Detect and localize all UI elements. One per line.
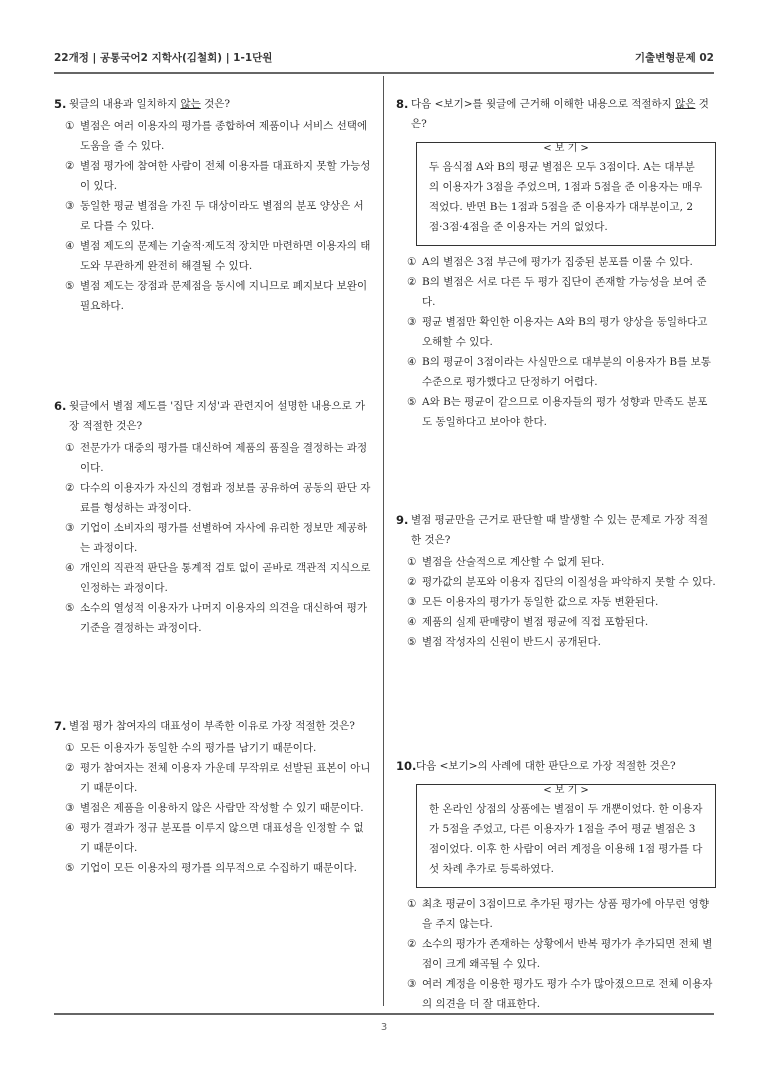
option-mark: ⑤ — [407, 636, 417, 648]
header-course-info: 22개정 | 공통국어2 지학사(김철회) | 1-1단원 — [54, 52, 273, 64]
stem-text: 다음 <보기>를 윗글에 근거해 이해한 내용으로 적절하지 — [411, 98, 676, 110]
option[interactable] — [54, 438, 372, 478]
question-stem — [396, 94, 716, 134]
option-mark: ① — [65, 442, 75, 454]
stem-text: 다음 <보기>의 사례에 대한 판단으로 가장 적절한 것은? — [416, 760, 676, 772]
option-text: 여러 계정을 이용한 평가도 평가 수가 많아졌으므로 전체 이용자의 의견을 더 잘 대표한다. — [422, 978, 713, 1010]
option-list — [396, 894, 716, 1014]
option[interactable] — [396, 632, 716, 652]
option[interactable] — [54, 196, 372, 236]
column-divider — [383, 76, 384, 1006]
option-text: B의 평균이 3점이라는 사실만으로 대부분의 이용자가 B를 보통 수준으로 평가했다고 단정하기 어렵다. — [422, 356, 711, 388]
option-text: 개인의 직관적 판단을 통계적 검토 없이 곧바로 객관적 지식으로 인정하는 과정이다. — [80, 562, 371, 594]
question-7 — [54, 716, 372, 878]
option[interactable] — [396, 592, 716, 612]
option-mark: ④ — [407, 616, 417, 628]
question-stem — [54, 716, 372, 736]
option-text: 기업이 소비자의 평가를 선별하여 자사에 유리한 정보만 제공하는 과정이다. — [80, 522, 368, 554]
option-mark: ⑤ — [65, 280, 75, 292]
question-stem — [54, 94, 372, 114]
option-list — [54, 738, 372, 878]
option-text: 별점 제도는 장점과 문제점을 동시에 지니므로 폐지보다 보완이 필요하다. — [80, 280, 368, 312]
option-list — [396, 552, 716, 652]
option-mark: ③ — [407, 316, 417, 328]
question-number: 10. — [396, 759, 417, 773]
stem-emphasis: 않은 — [675, 98, 696, 110]
question-stem — [396, 510, 716, 550]
option-mark: ① — [407, 256, 417, 268]
option-text: 평가 참여자는 전체 이용자 가운데 무작위로 선발된 표본이 아니기 때문이다. — [80, 762, 371, 794]
option[interactable] — [54, 478, 372, 518]
stem-emphasis: 않는 — [180, 98, 201, 110]
bogi-text: 두 음식점 A와 B의 평균 별점은 모두 3점이다. A는 대부분의 이용자가 3점을 주었으며, 1점과 5점을 준 이용자는 매우 적었다. 반면 B는 1점과 5점을 준 이용자가 대부분이고, 2점·3점·4점을 준 이용자는 거의 없었다. — [429, 161, 703, 233]
option-text: 소수의 평가가 존재하는 상황에서 반복 평가가 추가되면 전체 별점이 크게 왜곡될 수 있다. — [422, 938, 713, 970]
header-section-title: 기출변형문제 02 — [634, 52, 714, 64]
option-mark: ② — [407, 576, 417, 588]
option-list — [54, 116, 372, 316]
option-mark: ② — [407, 276, 417, 288]
option[interactable] — [396, 934, 716, 974]
option-text: 제품의 실제 판매량이 별점 평균에 직접 포함된다. — [422, 616, 649, 628]
option-text: 소수의 열성적 이용자가 나머지 이용자의 의견을 대신하여 평가 기준을 결정하는 과정이다. — [80, 602, 368, 634]
option[interactable] — [54, 236, 372, 276]
option[interactable] — [54, 738, 372, 758]
option[interactable] — [54, 116, 372, 156]
option[interactable] — [54, 858, 372, 878]
option[interactable] — [396, 572, 716, 592]
question-stem — [396, 756, 716, 776]
option-text: 별점 제도의 문제는 기술적·제도적 장치만 마련하면 이용자의 태도와 무관하게 완전히 해결될 수 있다. — [80, 240, 371, 272]
option-mark: ② — [65, 160, 75, 172]
option-list — [396, 252, 716, 432]
header-divider — [54, 72, 714, 74]
option-text: 평가 결과가 정규 분포를 이루지 않으면 대표성을 인정할 수 없기 때문이다. — [80, 822, 364, 854]
option[interactable] — [396, 312, 716, 352]
option[interactable] — [396, 392, 716, 432]
option-mark: ⑤ — [65, 862, 75, 874]
bogi-text: 한 온라인 상점의 상품에는 별점이 두 개뿐이었다. 한 이용자가 5점을 주었고, 다른 이용자가 1점을 주어 평균 별점은 3점이었다. 이후 한 사람이 여러 계정을 이용해 1점 평가를 다섯 차례 추가로 등록하였다. — [429, 803, 703, 875]
option-mark: ③ — [407, 978, 417, 990]
question-5 — [54, 94, 372, 316]
option-text: B의 별점은 서로 다른 두 평가 집단이 존재할 가능성을 보여 준다. — [422, 276, 707, 308]
bogi-title-text: < 보 기 > — [537, 143, 595, 154]
option-mark: ⑤ — [65, 602, 75, 614]
bogi-title — [417, 784, 715, 798]
option-mark: ① — [65, 742, 75, 754]
option-mark: ② — [65, 762, 75, 774]
option-text: 다수의 이용자가 자신의 경험과 정보를 공유하여 공동의 판단 자료를 형성하는 과정이다. — [80, 482, 371, 514]
option-mark: ④ — [65, 822, 75, 834]
option[interactable] — [396, 272, 716, 312]
option-mark: ② — [65, 482, 75, 494]
question-6 — [54, 396, 372, 638]
option-text: 동일한 평균 별점을 가진 두 대상이라도 별점의 분포 양상은 서로 다를 수 있다. — [80, 200, 364, 232]
question-number: 6. — [54, 399, 67, 413]
bogi-title — [417, 142, 715, 156]
question-9 — [396, 510, 716, 652]
option[interactable] — [54, 156, 372, 196]
bogi-box — [416, 142, 716, 246]
question-stem — [54, 396, 372, 436]
option-mark: ④ — [65, 240, 75, 252]
option[interactable] — [54, 558, 372, 598]
option[interactable] — [396, 612, 716, 632]
stem-text-end: 것은? — [411, 98, 709, 130]
option-text: 평균 별점만 확인한 이용자는 A와 B의 평가 양상을 동일하다고 오해할 수 있다. — [422, 316, 708, 348]
option-text: 모든 이용자의 평가가 동일한 값으로 자동 변환된다. — [422, 596, 659, 608]
option[interactable] — [396, 894, 716, 934]
option-text: 별점을 산술적으로 계산할 수 없게 된다. — [422, 556, 605, 568]
option-text: 최초 평균이 3점이므로 추가된 평가는 상품 평가에 아무런 영향을 주지 않는다. — [422, 898, 709, 930]
option-text: A와 B는 평균이 같으므로 이용자들의 평가 성향과 만족도 분포도 동일하다고 보아야 한다. — [422, 396, 708, 428]
option-text: 기업이 모든 이용자의 평가를 의무적으로 수집하기 때문이다. — [80, 862, 357, 874]
option[interactable] — [54, 758, 372, 798]
option[interactable] — [396, 552, 716, 572]
option-mark: ① — [407, 556, 417, 568]
stem-text: 별점 평가 참여자의 대표성이 부족한 이유로 가장 적절한 것은? — [69, 720, 355, 732]
option-mark: ③ — [65, 522, 75, 534]
option[interactable] — [396, 252, 716, 272]
option-mark: ① — [407, 898, 417, 910]
option-text: A의 별점은 3점 부근에 평가가 집중된 분포를 이룰 수 있다. — [422, 256, 693, 268]
option-text: 별점 작성자의 신원이 반드시 공개된다. — [422, 636, 601, 648]
stem-text-end: 것은? — [200, 98, 231, 110]
option[interactable] — [54, 518, 372, 558]
option-text: 모든 이용자가 동일한 수의 평가를 남기기 때문이다. — [80, 742, 317, 754]
question-number: 7. — [54, 719, 67, 733]
option-mark: ① — [65, 120, 75, 132]
question-number: 5. — [54, 97, 67, 111]
option-text: 평가값의 분포와 이용자 집단의 이질성을 파악하지 못할 수 있다. — [422, 576, 716, 588]
question-number: 8. — [396, 97, 409, 111]
option-mark: ③ — [65, 802, 75, 814]
option-mark: ⑤ — [407, 396, 417, 408]
option-text: 별점은 제품을 이용하지 않은 사람만 작성할 수 있기 때문이다. — [80, 802, 364, 814]
bogi-box — [416, 784, 716, 888]
option[interactable] — [396, 974, 716, 1014]
option-mark: ③ — [407, 596, 417, 608]
option-text: 별점 평가에 참여한 사람이 전체 이용자를 대표하지 못할 가능성이 있다. — [80, 160, 371, 192]
option-mark: ④ — [65, 562, 75, 574]
option-text: 전문가가 대중의 평가를 대신하여 제품의 품질을 결정하는 과정이다. — [80, 442, 368, 474]
page-header — [54, 50, 714, 70]
option[interactable] — [54, 798, 372, 818]
option-mark: ④ — [407, 356, 417, 368]
bogi-title-text: < 보 기 > — [537, 785, 595, 796]
question-10 — [396, 756, 716, 1014]
option-mark: ② — [407, 938, 417, 950]
option-list — [54, 438, 372, 638]
option[interactable] — [54, 818, 372, 858]
stem-text: 윗글에서 별점 제도를 '집단 지성'과 관련지어 설명한 내용으로 가장 적절한 것은? — [69, 400, 366, 432]
option-text: 별점은 여러 이용자의 평가를 종합하여 제품이나 서비스 선택에 도움을 줄 수 있다. — [80, 120, 368, 152]
question-number: 9. — [396, 513, 409, 527]
option[interactable] — [54, 276, 372, 316]
option-mark: ③ — [65, 200, 75, 212]
page-number: 3 — [380, 1022, 388, 1033]
option[interactable] — [54, 598, 372, 638]
option[interactable] — [396, 352, 716, 392]
question-8 — [396, 94, 716, 432]
stem-text: 별점 평균만을 근거로 판단할 때 발생할 수 있는 문제로 가장 적절한 것은? — [411, 514, 709, 546]
stem-text: 윗글의 내용과 일치하지 — [69, 98, 181, 110]
